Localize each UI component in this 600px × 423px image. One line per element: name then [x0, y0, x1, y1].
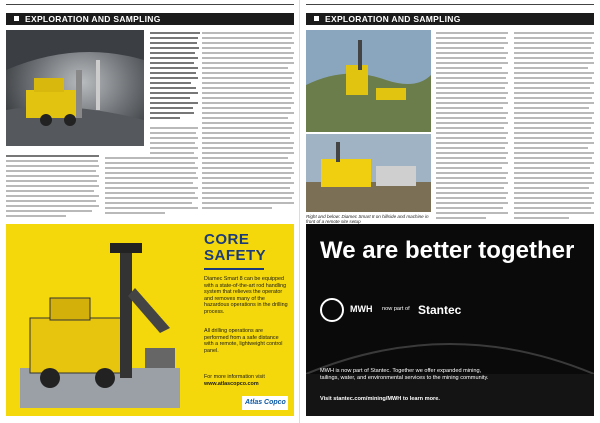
photo-caption: Right and below: Diamec Smart 8 on hillside and machine in front of a remote site setup: [306, 214, 429, 225]
ad-visit-link[interactable]: Visit stantec.com/mining/MWH to learn more.: [320, 396, 440, 402]
ad-body-text: MWH is now part of Stantec. Together we offer expanded mining, tailings, water, and environmental services to the mining community.: [320, 368, 489, 381]
ad-title-core: CORE: [204, 231, 250, 248]
top-rule: [306, 4, 594, 5]
ad-body-text-2: All drilling operations are performed from a safe distance with a remote, lightweight control panel.: [204, 328, 283, 354]
section-header-right: EXPLORATION AND SAMPLING: [306, 13, 594, 25]
mwh-logo-text: MWH: [350, 304, 373, 314]
ad-more-info-label: For more information visit: [204, 374, 265, 380]
remote-site-illustration: [306, 134, 431, 212]
square-bullet-icon: [314, 16, 319, 21]
drill-rig-illustration: [10, 228, 190, 412]
ad-headline: We are better together: [320, 237, 575, 264]
mwh-logo-icon: [320, 298, 344, 322]
drill-rig-photo: [10, 228, 190, 412]
section-header-left: EXPLORATION AND SAMPLING: [6, 13, 294, 25]
ad-title-safety: SAFETY: [204, 247, 267, 264]
atlas-copco-logo: Atlas Copco: [242, 396, 288, 410]
logo-divider-text: now part of: [382, 306, 410, 312]
ad-body-text: Diamec Smart 8 can be equipped with a state-of-the-art rod handling system that relieves the operator and removes many of the hazardous operations in the drilling process.: [204, 276, 288, 315]
ad-more-info-link[interactable]: www.atlascopco.com: [204, 381, 259, 387]
stantec-logo: Stantec: [418, 303, 462, 317]
drill-site-photo-1: [306, 30, 431, 132]
core-safety-ad: [6, 224, 294, 416]
mwh-stantec-ad: [306, 224, 594, 416]
top-rule: [6, 4, 294, 5]
right-page: [300, 0, 600, 423]
mine-tunnel-illustration: [6, 30, 144, 146]
square-bullet-icon: [14, 16, 19, 21]
drill-site-photo-2: [306, 134, 431, 212]
hillside-drill-illustration: [306, 30, 431, 132]
mine-tunnel-photo: [6, 30, 144, 146]
ad-divider: [204, 268, 264, 270]
